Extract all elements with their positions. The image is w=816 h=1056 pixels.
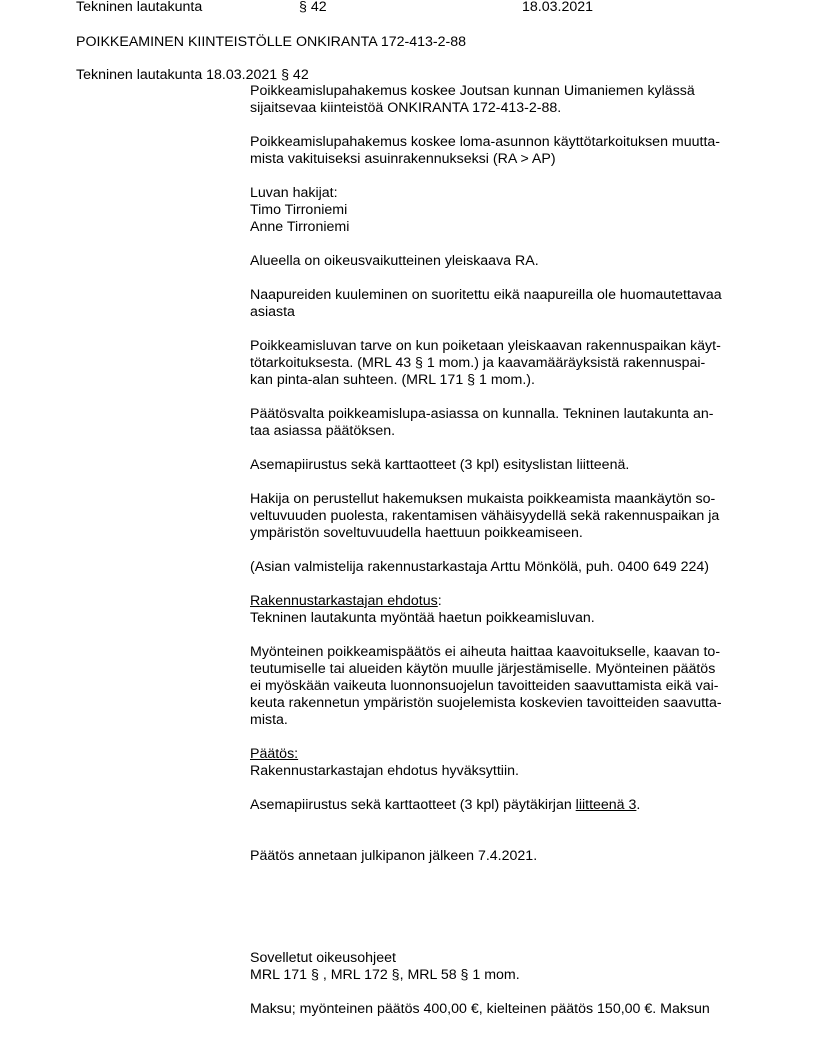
- paragraph-agenda-attachments: Asemapiirustus sekä karttaotteet (3 kpl) esityslistan liitteenä.: [250, 457, 630, 473]
- applicant-name: Timo Tirroniemi: [250, 202, 348, 218]
- paragraph-minutes-attachment: Asemapiirustus sekä karttaotteet (3 kpl) päytäkirjan liitteenä 3.: [250, 797, 641, 813]
- paragraph-justification: Hakija on perustellut hakemuksen mukaista poikkeamista maankäytön so- veltuvuuden puolesta, rakentamisen vähäisyydellä sekä rakennuspaikan ja ympäristön soveltuvuudella haettuun poikkeamiseen.: [250, 491, 720, 541]
- paragraph-fee: Maksu; myönteinen päätös 400,00 €, kielteinen päätös 150,00 €. Maksun: [250, 1001, 710, 1017]
- spacer: [250, 865, 750, 950]
- attachment-link[interactable]: liitteenä 3: [575, 797, 637, 813]
- paragraph-preparer: (Asian valmistelija rakennustarkastaja Arttu Mönkölä, puh. 0400 649 224): [250, 559, 709, 575]
- document-body: [250, 83, 750, 1035]
- proposal-text: Tekninen lautakunta myöntää haetun poikkeamisluvan.: [250, 610, 595, 626]
- paragraph-application-subject: Poikkeamislupahakemus koskee Joutsan kunnan Uimaniemen kylässä sijaitsevaa kiinteistöä ONKIRANTA 172-413-2-88.: [250, 83, 695, 116]
- decision-heading: Päätös:: [250, 746, 299, 762]
- spacer: [250, 814, 750, 848]
- header-date: 18.03.2021: [522, 0, 594, 15]
- applicant-name: Anne Tirroniemi: [250, 219, 350, 235]
- paragraph-proposal: Rakennustarkastajan ehdotus: Tekninen lautakunta myöntää haetun poikkeamisluvan.: [250, 593, 750, 627]
- paragraph-positive-decision: Myönteinen poikkeamispäätös ei aiheuta haittaa kaavoitukselle, kaavan to- teutumiselle tai alueiden käytön muulle järjestämiselle. Myönteinen päätös ei myöskään vaikeuta luonnonsuojelun tavoitteiden saavuttamista eikä vai- keuta rakennetun ympäristön suojelemista koskevien tavoitteiden saavutta- mista.: [250, 644, 722, 728]
- paragraph-applicants: [250, 185, 750, 236]
- paragraph-publication: Päätös annetaan julkipanon jälkeen 7.4.2021.: [250, 848, 538, 864]
- paragraph-applied-regulations: [250, 950, 750, 984]
- proposal-heading: Rakennustarkastajan ehdotus: [250, 593, 438, 609]
- applied-regulations-label: Sovelletut oikeusohjeet: [250, 950, 396, 966]
- document-title: POIKKEAMINEN KIINTEISTÖLLE ONKIRANTA 172-413-2-88: [76, 34, 467, 50]
- paragraph-master-plan: Alueella on oikeusvaikutteinen yleiskaava RA.: [250, 253, 539, 269]
- document-header: [0, 0, 816, 19]
- header-committee: Tekninen lautakunta: [76, 0, 203, 15]
- paragraph-exception-need: Poikkeamisluvan tarve on kun poiketaan yleiskaavan rakennuspaikan käyt- tötarkoituksesta. (MRL 43 § 1 mom.) ja kaavamääräyksistä rakennuspai- kan pinta-alan suhteen. (MRL 171 § 1 mom.).: [250, 338, 721, 388]
- paragraph-neighbours: Naapureiden kuuleminen on suoritettu eikä naapureilla ole huomautettavaa asiasta: [250, 287, 722, 320]
- paragraph-usage-change: Poikkeamislupahakemus koskee loma-asunnon käyttötarkoituksen muutta- mista vakituiseksi asuinrakennukseksi (RA > AP): [250, 134, 721, 167]
- paragraph-decision-authority: Päätösvalta poikkeamislupa-asiassa on kunnalla. Tekninen lautakunta an- taa asiassa päätöksen.: [250, 406, 714, 439]
- decision-text: Rakennustarkastajan ehdotus hyväksyttiin.: [250, 763, 519, 779]
- paragraph-decision: [250, 746, 750, 780]
- meeting-reference: Tekninen lautakunta 18.03.2021 § 42: [76, 67, 309, 83]
- applied-regulations-text: MRL 171 § , MRL 172 §, MRL 58 § 1 mom.: [250, 967, 520, 983]
- header-section-number: § 42: [299, 0, 327, 15]
- applicants-label: Luvan hakijat:: [250, 185, 338, 201]
